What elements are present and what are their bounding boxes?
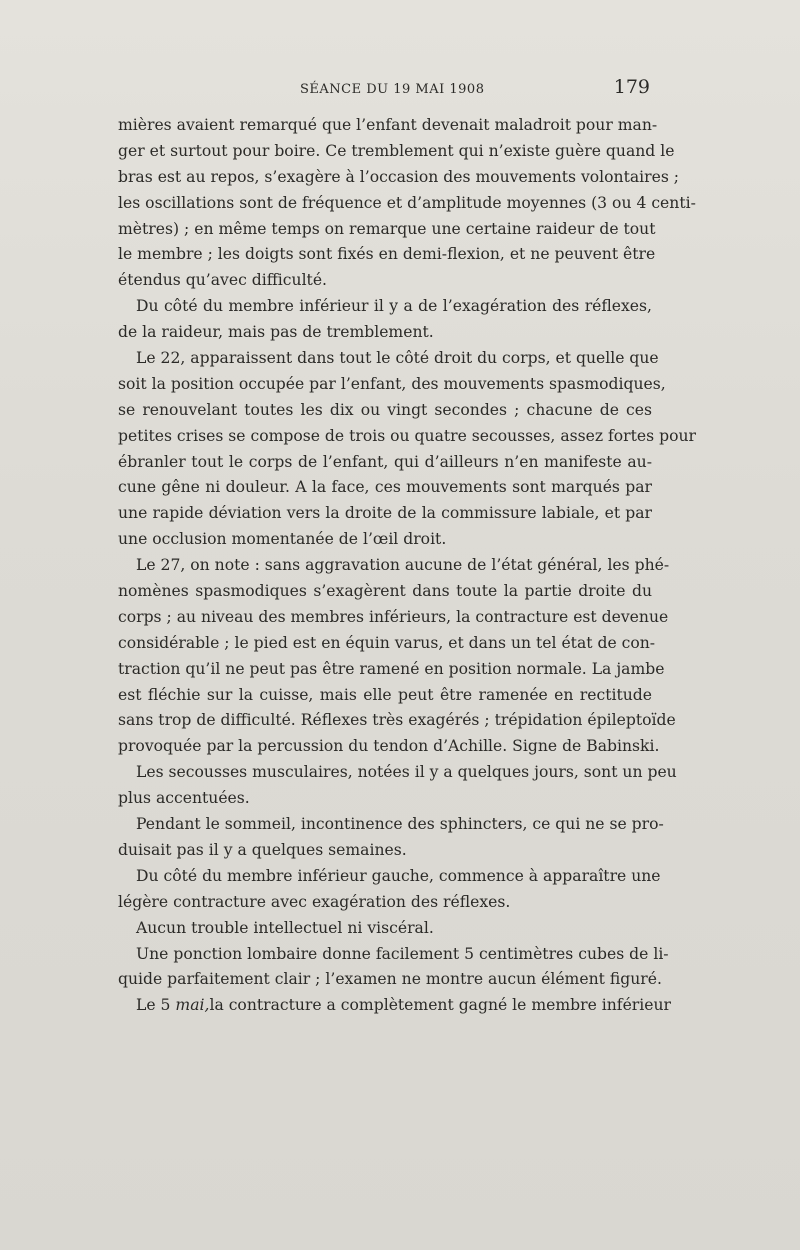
text-line-final: [118, 993, 671, 1019]
final-line-after: la contracture a complètement gagné le membre inférieur: [209, 996, 671, 1015]
text-line: Pendant le sommeil, incontinence des sphincters, ce qui ne se pro-: [136, 815, 664, 834]
text-line: sans trop de difficulté. Réflexes très exagérés ; trépidation épileptoïde: [118, 711, 676, 730]
body-text: [118, 113, 696, 1019]
text-line: plus accentuées.: [118, 789, 250, 808]
text-line: soit la position occupée par l’enfant, des mouvements spasmodiques,: [118, 374, 666, 393]
text-line: de la raideur, mais pas de tremblement.: [118, 323, 434, 342]
running-head-title: SÉANCE DU 19 MAI 1908: [300, 82, 485, 97]
text-line: Les secousses musculaires, notées il y a quelques jours, sont un peu: [136, 763, 677, 782]
text-line: duisait pas il y a quelques semaines.: [118, 840, 407, 859]
text-line: corps ; au niveau des membres inférieurs, la contracture est devenue: [118, 607, 669, 626]
text-line: petites crises se compose de trois ou quatre secousses, assez fortes pour: [118, 426, 696, 445]
text-line: Aucun trouble intellectuel ni viscéral.: [136, 918, 434, 937]
text-line: bras est au repos, s’exagère à l’occasion des mouvements volontaires ;: [118, 167, 680, 186]
running-head: [118, 78, 652, 102]
text-line: étendus qu’avec difficulté.: [118, 271, 328, 290]
text-line: une rapide déviation vers la droite de la commissure labiale, et par: [118, 504, 652, 523]
text-line: Le 22, apparaissent dans tout le côté droit du corps, et quelle que: [136, 349, 659, 368]
text-line: cune gêne ni douleur. A la face, ces mouvements sont marqués par: [118, 478, 652, 497]
text-line: Le 27, on note : sans aggravation aucune de l’état général, les phé-: [136, 556, 670, 575]
text-line: légère contracture avec exagération des réflexes.: [118, 892, 511, 911]
text-line: Du côté du membre inférieur gauche, commence à apparaître une: [136, 866, 661, 885]
text-line: ébranler tout le corps de l’enfant, qui d’ailleurs n’en manifeste au-: [118, 452, 652, 471]
text-line: mètres) ; en même temps on remarque une certaine raideur de tout: [118, 219, 656, 238]
text-line: nomènes spasmodiques s’exagèrent dans toute la partie droite du: [118, 582, 652, 601]
final-line-before: Le 5: [136, 996, 176, 1015]
text-line: se renouvelant toutes les dix ou vingt secondes ; chacune de ces: [118, 400, 652, 419]
page-number: 179: [613, 76, 650, 98]
text-line: quide parfaitement clair ; l’examen ne montre aucun élément figuré.: [118, 970, 662, 989]
text-line: ger et surtout pour boire. Ce tremblement qui n’existe guère quand le: [118, 141, 675, 160]
text-line: le membre ; les doigts sont fixés en demi-flexion, et ne peuvent être: [118, 245, 656, 264]
final-line-italic: mai,: [175, 996, 210, 1015]
text-line: provoquée par la percussion du tendon d’Achille. Signe de Babinski.: [118, 737, 660, 756]
text-line: est fléchie sur la cuisse, mais elle peut être ramenée en rectitude: [118, 685, 652, 704]
text-line: considérable ; le pied est en équin varus, et dans un tel état de con-: [118, 633, 656, 652]
text-line: mières avaient remarqué que l’enfant devenait maladroit pour man-: [118, 116, 658, 134]
text-line: une occlusion momentanée de l’œil droit.: [118, 530, 447, 549]
text-line: Du côté du membre inférieur il y a de l’exagération des réflexes,: [136, 297, 652, 316]
text-line: les oscillations sont de fréquence et d’amplitude moyennes (3 ou 4 centi-: [118, 193, 696, 212]
text-line: traction qu’il ne peut pas être ramené en position normale. La jambe: [118, 659, 665, 678]
text-line: Une ponction lombaire donne facilement 5 centimètres cubes de li-: [136, 944, 669, 963]
